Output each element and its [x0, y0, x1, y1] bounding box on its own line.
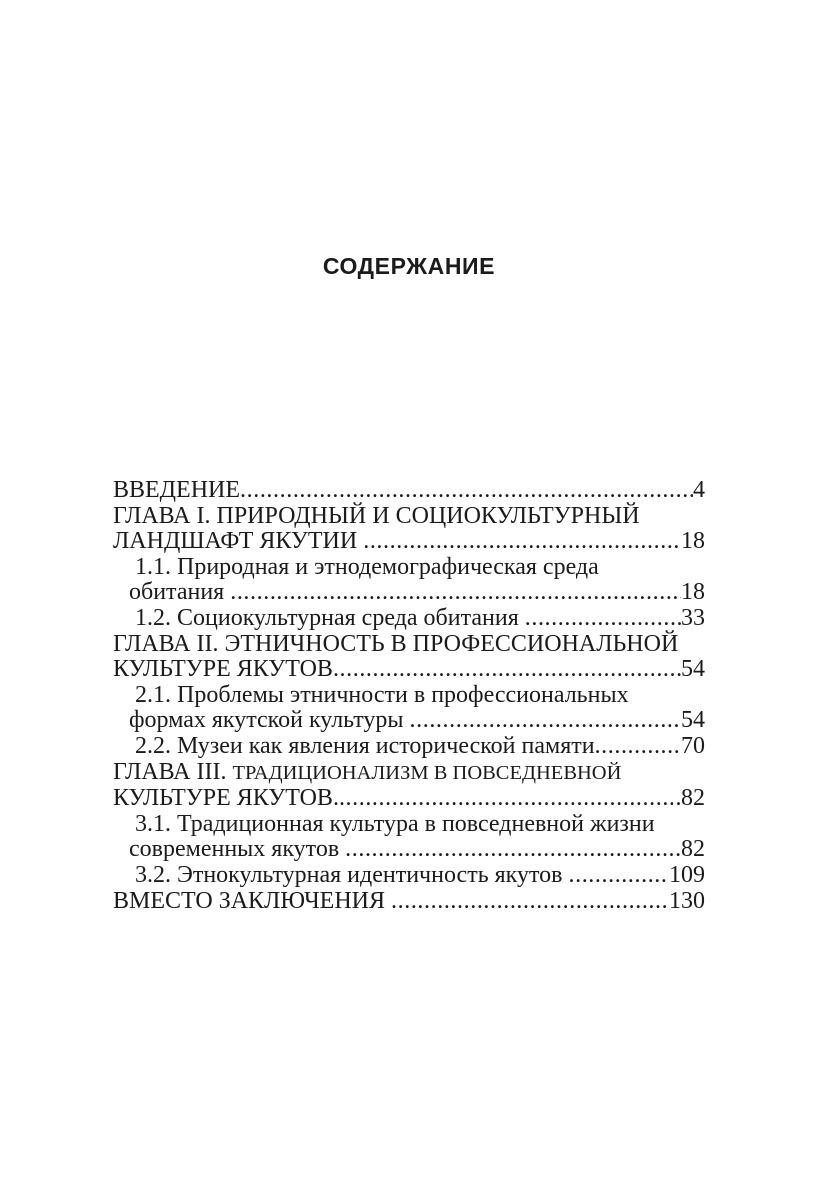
toc-row-chapter3-line1	[113, 760, 705, 787]
toc-row-1-1-line2	[113, 580, 705, 606]
chapter3-label: ГЛАВА III.	[113, 758, 233, 785]
page-number: 4	[693, 477, 705, 503]
page-number: 109	[669, 861, 705, 888]
chapter3-title: ТРАДИЦИОНАЛИЗМ В ПОВСЕДНЕВНОЙ	[232, 761, 622, 784]
toc-row-2-1-line1	[113, 683, 705, 709]
toc-row-1-1-line1	[113, 555, 705, 581]
toc-entry-text: 2.2. Музеи как явления исторической памяти	[135, 732, 595, 759]
toc-entry-text: ЛАНДШАФТ ЯКУТИИ	[113, 528, 364, 555]
toc-entry-text: формах якутской культуры	[129, 707, 410, 734]
table-of-contents	[113, 478, 705, 914]
toc-row-chapter2-line1	[113, 632, 705, 658]
dot-leader	[333, 657, 681, 683]
toc-entry-text: 1.1. Природная и этнодемографическая среда	[135, 553, 599, 580]
toc-entry-text: КУЛЬТУРЕ ЯКУТОВ	[113, 656, 333, 683]
page-number: 82	[681, 785, 705, 812]
dot-leader	[363, 529, 681, 555]
toc-row-conclusion	[113, 889, 705, 915]
toc-row-2-2	[113, 734, 705, 760]
page-number: 54	[681, 707, 705, 734]
toc-entry-text: ВВЕДЕНИЕ	[113, 477, 241, 503]
toc-entry-text: ГЛАВА II. ЭТНИЧНОСТЬ В ПРОФЕССИОНАЛЬНОЙ	[113, 630, 679, 657]
toc-entry-text: ГЛАВА I. ПРИРОДНЫЙ И СОЦИОКУЛЬТУРНЫЙ	[113, 502, 640, 529]
toc-entry-text: 2.1. Проблемы этничности в профессиональных	[135, 681, 629, 708]
toc-row-2-1-line2	[113, 708, 705, 734]
toc-row-chapter3-line2	[113, 786, 705, 812]
toc-row-1-2	[113, 606, 705, 632]
page-number: 18	[681, 579, 705, 606]
toc-entry-text: 3.1. Традиционная культура в повседневной жизни	[135, 810, 655, 837]
page-number: 70	[681, 732, 705, 759]
dot-leader	[595, 734, 681, 760]
dot-leader	[391, 889, 669, 915]
page-number: 82	[681, 836, 705, 863]
dot-leader	[525, 606, 681, 632]
toc-entry-text	[113, 760, 621, 787]
page-title: СОДЕРЖАНИЕ	[322, 253, 496, 279]
toc-row-chapter1-line1	[113, 504, 705, 530]
toc-row-chapter2-line2	[113, 657, 705, 683]
toc-entry-text: современных якутов	[129, 836, 346, 863]
page-number: 33	[681, 604, 705, 631]
toc-entry-text: 3.2. Этнокультурная идентичность якутов	[135, 861, 569, 888]
dot-leader	[569, 863, 670, 889]
page-number: 130	[669, 887, 705, 914]
dot-leader	[410, 708, 681, 734]
page-number: 54	[681, 656, 705, 683]
dot-leader	[240, 478, 693, 504]
toc-row-3-1-line2	[113, 837, 705, 863]
toc-entry-text: КУЛЬТУРЕ ЯКУТОВ.	[113, 785, 339, 812]
toc-entry-text: обитания	[129, 579, 231, 606]
toc-row-3-1-line1	[113, 812, 705, 838]
toc-entry-text: ВМЕСТО ЗАКЛЮЧЕНИЯ	[113, 887, 392, 914]
dot-leader	[339, 786, 681, 812]
toc-row-3-2	[113, 863, 705, 889]
toc-entry-text: 1.2. Социокультурная среда обитания	[135, 604, 525, 631]
toc-row-vvedenie	[113, 478, 705, 504]
dot-leader	[345, 837, 681, 863]
toc-row-chapter1-line2	[113, 529, 705, 555]
dot-leader	[230, 580, 681, 606]
page-number: 18	[681, 528, 705, 555]
